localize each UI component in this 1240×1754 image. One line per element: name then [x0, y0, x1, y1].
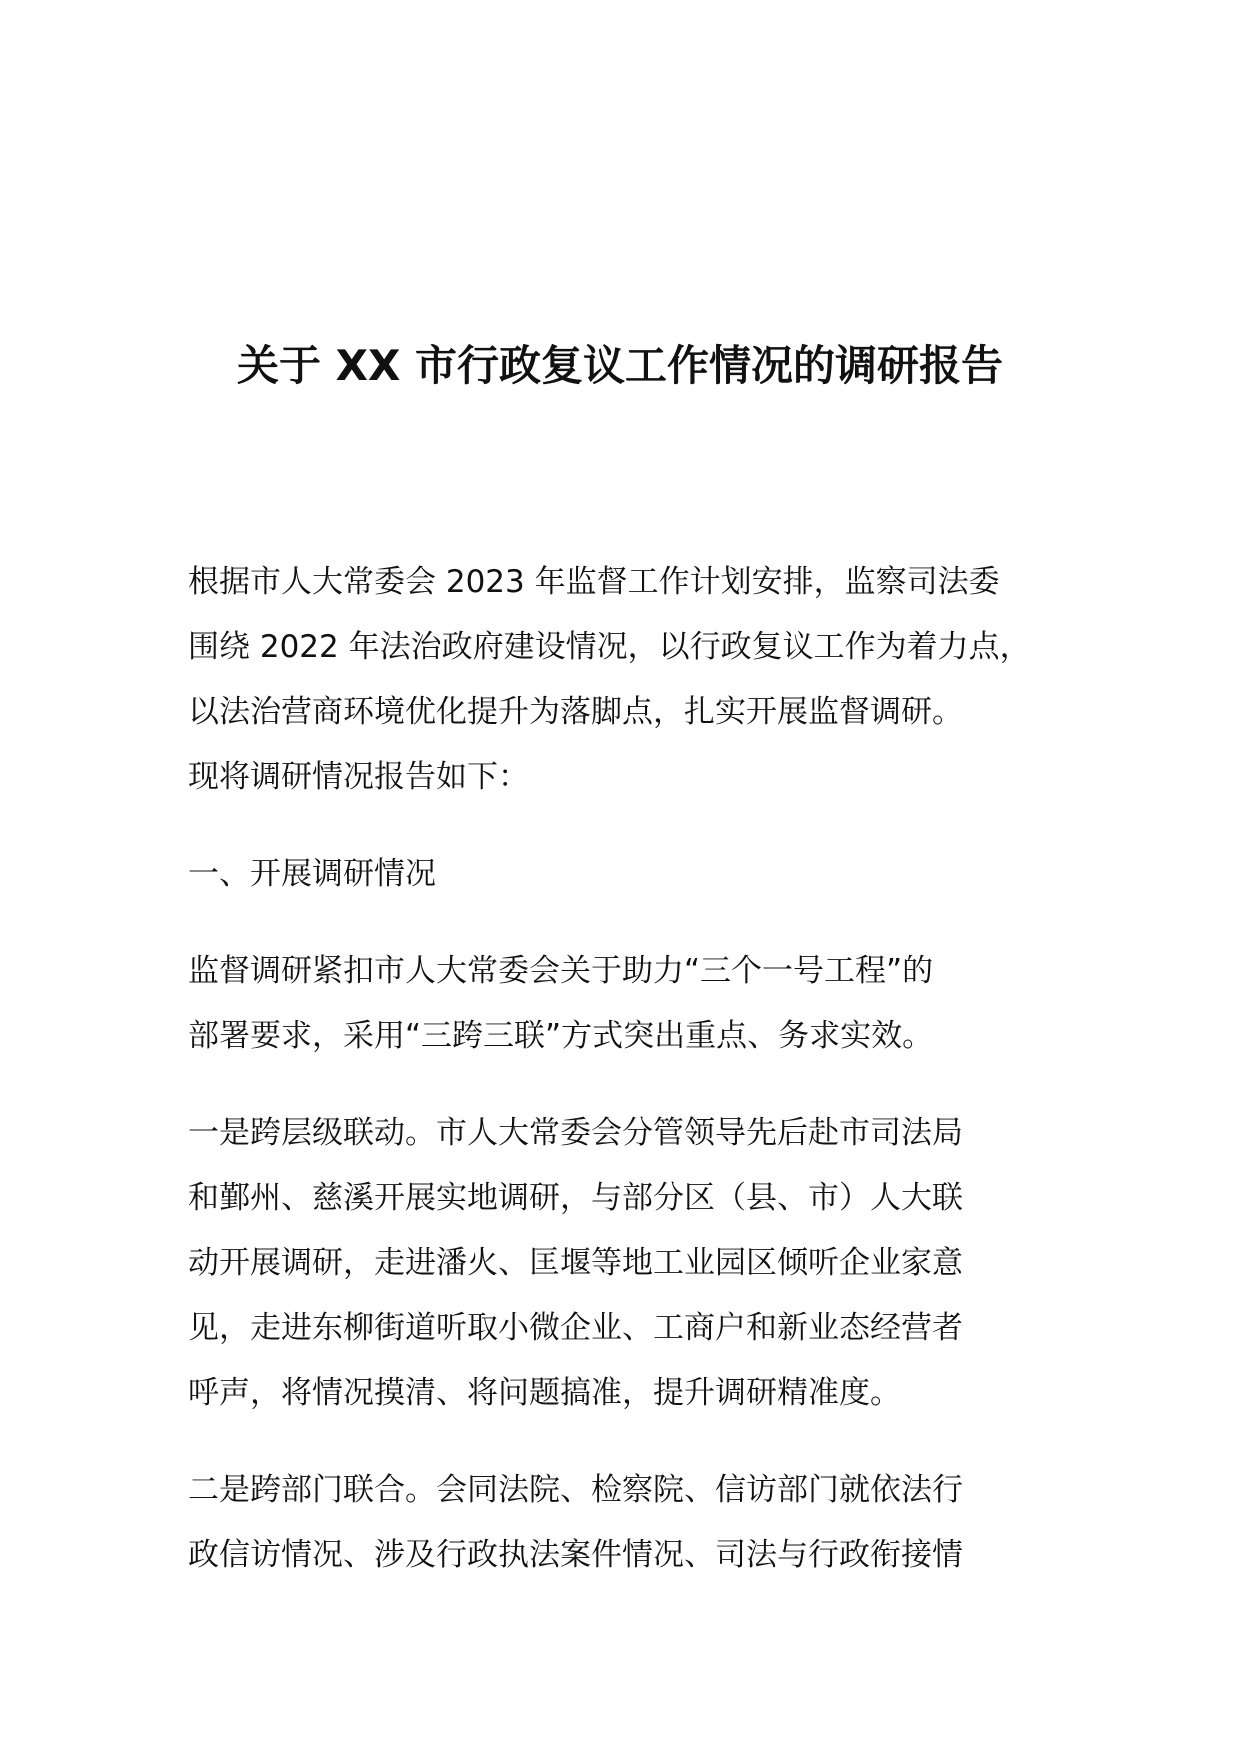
paragraph-line: 呼声，将情况摸清、将问题搞准，提升调研精准度。 — [188, 1375, 901, 1411]
paragraph-cross-department — [188, 1458, 1088, 1588]
paragraph-line: 一是跨层级联动。市人大常委会分管领导先后赴市司法局 — [188, 1115, 963, 1151]
document-title: 关于 XX 市行政复议工作情况的调研报告 — [236, 341, 1003, 390]
paragraph-spacer — [188, 810, 1088, 842]
section-heading-1 — [188, 842, 1088, 907]
document-body — [188, 550, 1088, 1588]
paragraph-line: 根据市人大常委会 2023 年监督工作计划安排，监察司法委 — [188, 564, 1000, 600]
paragraph-spacer — [188, 1426, 1088, 1458]
paragraph-overview — [188, 939, 1088, 1069]
paragraph-line: 和鄞州、慈溪开展实地调研，与部分区（县、市）人大联 — [188, 1180, 963, 1216]
paragraph-line: 以法治营商环境优化提升为落脚点，扎实开展监督调研。 — [188, 694, 963, 730]
paragraph-line: 现将调研情况报告如下： — [188, 759, 529, 795]
paragraph-line: 部署要求，采用“三跨三联”方式突出重点、务求实效。 — [188, 1018, 934, 1054]
paragraph-line: 动开展调研，走进潘火、匡堰等地工业园区倾听企业家意 — [188, 1245, 963, 1281]
paragraph-intro — [188, 550, 1088, 810]
paragraph-line: 监督调研紧扣市人大常委会关于助力“三个一号工程”的 — [188, 953, 934, 989]
paragraph-cross-level — [188, 1101, 1088, 1426]
paragraph-spacer — [188, 907, 1088, 939]
paragraph-line: 二是跨部门联合。会同法院、检察院、信访部门就依法行 — [188, 1472, 963, 1508]
paragraph-line: 政信访情况、涉及行政执法案件情况、司法与行政衔接情 — [188, 1537, 963, 1573]
paragraph-line: 见，走进东柳街道听取小微企业、工商户和新业态经营者 — [188, 1310, 963, 1346]
paragraph-spacer — [188, 1069, 1088, 1101]
section-heading: 一、开展调研情况 — [188, 856, 436, 892]
paragraph-line: 围绕 2022 年法治政府建设情况，以行政复议工作为着力点， — [188, 629, 1031, 665]
